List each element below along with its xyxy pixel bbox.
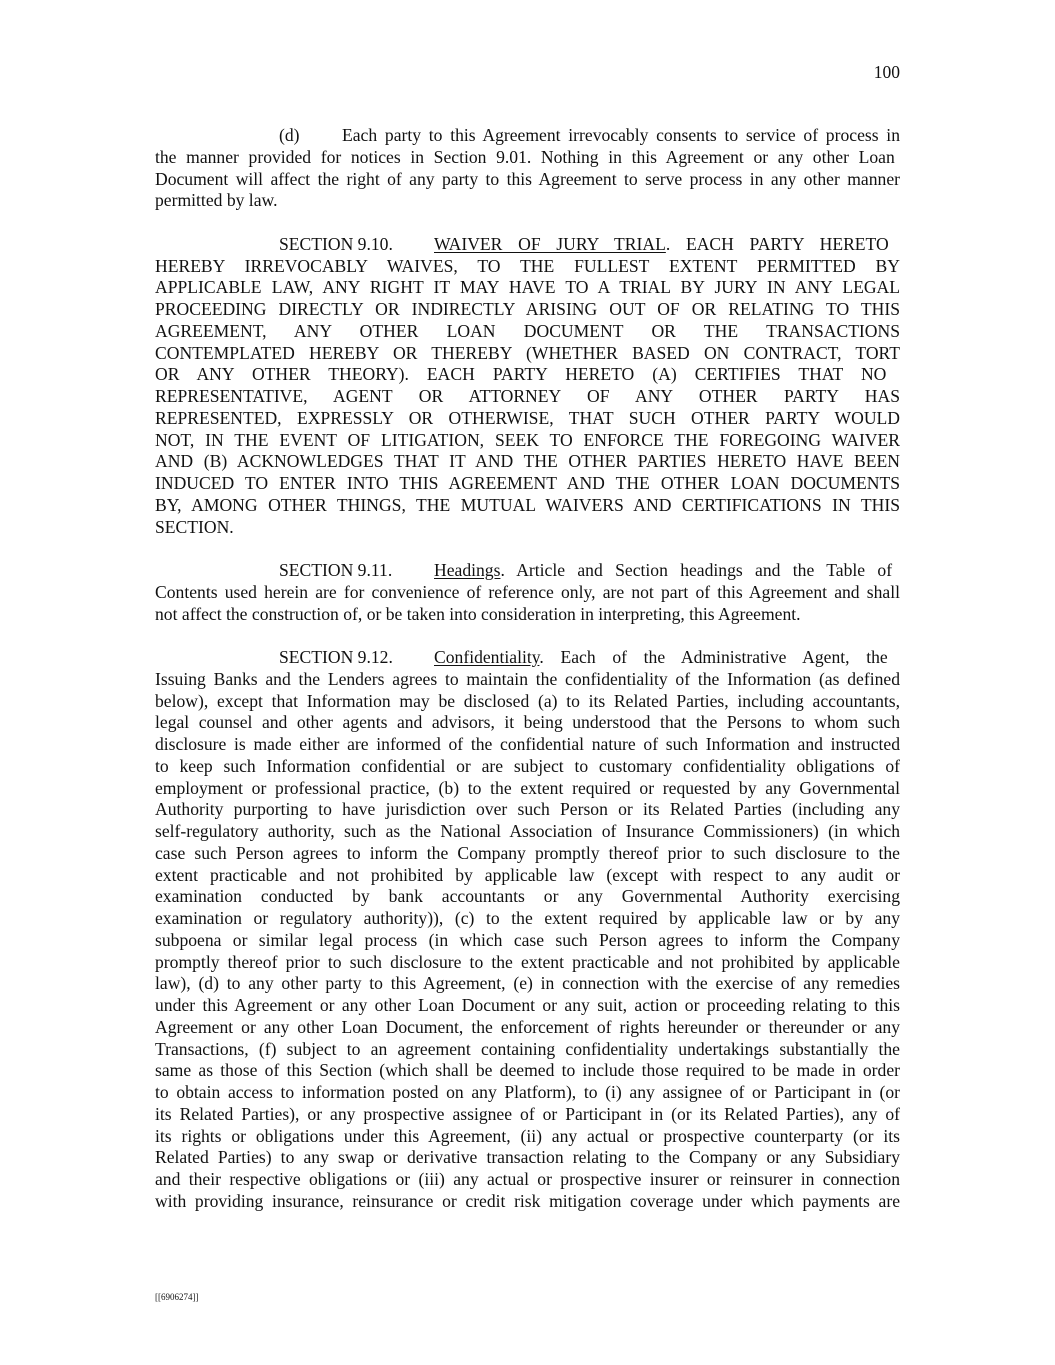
text-line: with providing insurance, reinsurance or credit risk mitigation coverage under which payments are [155,1190,900,1211]
text-line: law), (d) to any other party to this Agreement, (e) in connection with the exercise of any remedies [155,973,900,994]
line-text: . EACH PARTY HERETO [665,233,889,254]
text-line: its Related Parties), or any prospective assignee of or Participant in (or its Related Parties), any of [155,1103,900,1124]
clause-label: (d) [279,125,300,145]
paragraph-first-line [155,234,900,256]
text-line: examination conducted by bank accountants or any Governmental Authority exercising [155,886,900,907]
text-line: APPLICABLE LAW, ANY RIGHT IT MAY HAVE TO A TRIAL BY JURY IN ANY LEGAL [155,277,900,298]
text-line: under this Agreement or any other Loan Document or any suit, action or proceeding relating to this [155,995,900,1015]
text-line: promptly thereof prior to such disclosure to the extent practicable and not prohibited by applicable [155,951,900,972]
section-number: SECTION 9.12. [279,647,393,667]
text-line: AGREEMENT, ANY OTHER LOAN DOCUMENT OR THE TRANSACTIONS [155,320,900,341]
text-line: Document will affect the right of any party to this Agreement to serve process in any other manner [155,168,900,189]
text-line: not affect the construction of, or be taken into consideration in interpreting, this Agreement. [155,603,801,624]
text-line: INDUCED TO ENTER INTO THIS AGREEMENT AND THE OTHER LOAN DOCUMENTS [155,473,900,493]
text-line: legal counsel and other agents and advisors, it being understood that the Persons to whom such [155,712,900,733]
text-line: disclosure is made either are informed of the confidential nature of such Information and instructed [155,734,900,754]
text-line: case such Person agrees to inform the Company promptly thereof prior to such disclosure to the [155,842,900,863]
text-line: the manner provided for notices in Section 9.01. Nothing in this Agreement or any other Loan [155,146,895,167]
text-line: permitted by law. [155,190,278,211]
text-line: extent practicable and not prohibited by applicable law (except with respect to any audit or [155,864,900,885]
paragraph [155,125,900,212]
text-line: below), except that Information may be disclosed (a) to its Related Parties, including accountants, [155,690,900,711]
text-line: Authority purporting to have jurisdiction over such Person or its Related Parties (including any [155,799,900,820]
text-line: Contents used herein are for convenience of reference only, are not part of this Agreement and shall [155,581,900,602]
section-number: SECTION 9.10. [279,233,393,254]
text-line: its rights or obligations under this Agreement, (ii) any actual or prospective counterparty (or its [155,1125,900,1146]
text-line: Agreement or any other Loan Document, the enforcement of rights hereunder or thereunder or any [155,1016,900,1037]
text-line: examination or regulatory authority)), (c) to the extent required by applicable law or by any [155,908,900,928]
line-text: . Each of the Administrative Agent, the [539,647,888,667]
text-line: subpoena or similar legal process (in which case such Person agrees to inform the Company [155,929,900,950]
text-line: OR ANY OTHER THEORY). EACH PARTY HERETO (A) CERTIFIES THAT NO [155,364,887,385]
section-number: SECTION 9.11. [279,560,393,580]
section-heading: Headings [434,560,501,580]
section-heading: Confidentiality [434,647,540,667]
text-line: NOT, IN THE EVENT OF LITIGATION, SEEK TO ENFORCE THE FOREGOING WAIVER [155,429,900,450]
document-body [155,125,900,1234]
line-text: Each party to this Agreement irrevocably consents to service of process in [342,125,900,145]
paragraph-first-line [155,560,900,582]
paragraph [155,560,900,625]
text-line: and their respective obligations or (iii) any actual or prospective insurer or reinsurer in connection [155,1169,900,1189]
text-line: Issuing Banks and the Lenders agrees to maintain the confidentiality of the Information (as defined [155,668,900,689]
text-line: same as those of this Section (which shall be deemed to include those required to be made in order [155,1060,900,1081]
paragraph-first-line [155,125,900,147]
text-line: PROCEEDING DIRECTLY OR INDIRECTLY ARISING OUT OF OR RELATING TO THIS [155,299,900,319]
text-line: self-regulatory authority, such as the National Association of Insurance Commissioners) (in which [155,821,900,841]
paragraph [155,234,900,539]
page-number: 100 [873,62,900,82]
document-id-footer: [[6906274]] [155,1292,199,1302]
text-line: REPRESENTATIVE, AGENT OR ATTORNEY OF ANY OTHER PARTY HAS [155,386,900,406]
line-text: . Article and Section headings and the Table of [500,560,893,580]
text-line: SECTION. [155,516,234,537]
text-line: to obtain access to information posted on any Platform), to (i) any assignee of or Participant in (or [155,1082,900,1102]
paragraph [155,647,900,1213]
text-line: Transactions, (f) subject to an agreement containing confidentiality undertakings substantially the [155,1038,900,1059]
paragraph-first-line [155,647,900,669]
text-line: to keep such Information confidential or are subject to customary confidentiality obligations of [155,755,900,776]
section-heading: WAIVER OF JURY TRIAL [434,233,666,254]
text-line: HEREBY IRREVOCABLY WAIVES, TO THE FULLEST EXTENT PERMITTED BY [155,255,900,276]
text-line: BY, AMONG OTHER THINGS, THE MUTUAL WAIVERS AND CERTIFICATIONS IN THIS [155,494,900,515]
text-line: REPRESENTED, EXPRESSLY OR OTHERWISE, THAT SUCH OTHER PARTY WOULD [155,407,900,428]
text-line: CONTEMPLATED HEREBY OR THEREBY (WHETHER BASED ON CONTRACT, TORT [155,342,900,363]
text-line: employment or professional practice, (b) to the extent required or requested by any Governmental [155,777,900,798]
text-line: AND (B) ACKNOWLEDGES THAT IT AND THE OTHER PARTIES HERETO HAVE BEEN [155,451,900,472]
text-line: Related Parties) to any swap or derivative transaction relating to the Company or any Subsidiary [155,1147,900,1168]
